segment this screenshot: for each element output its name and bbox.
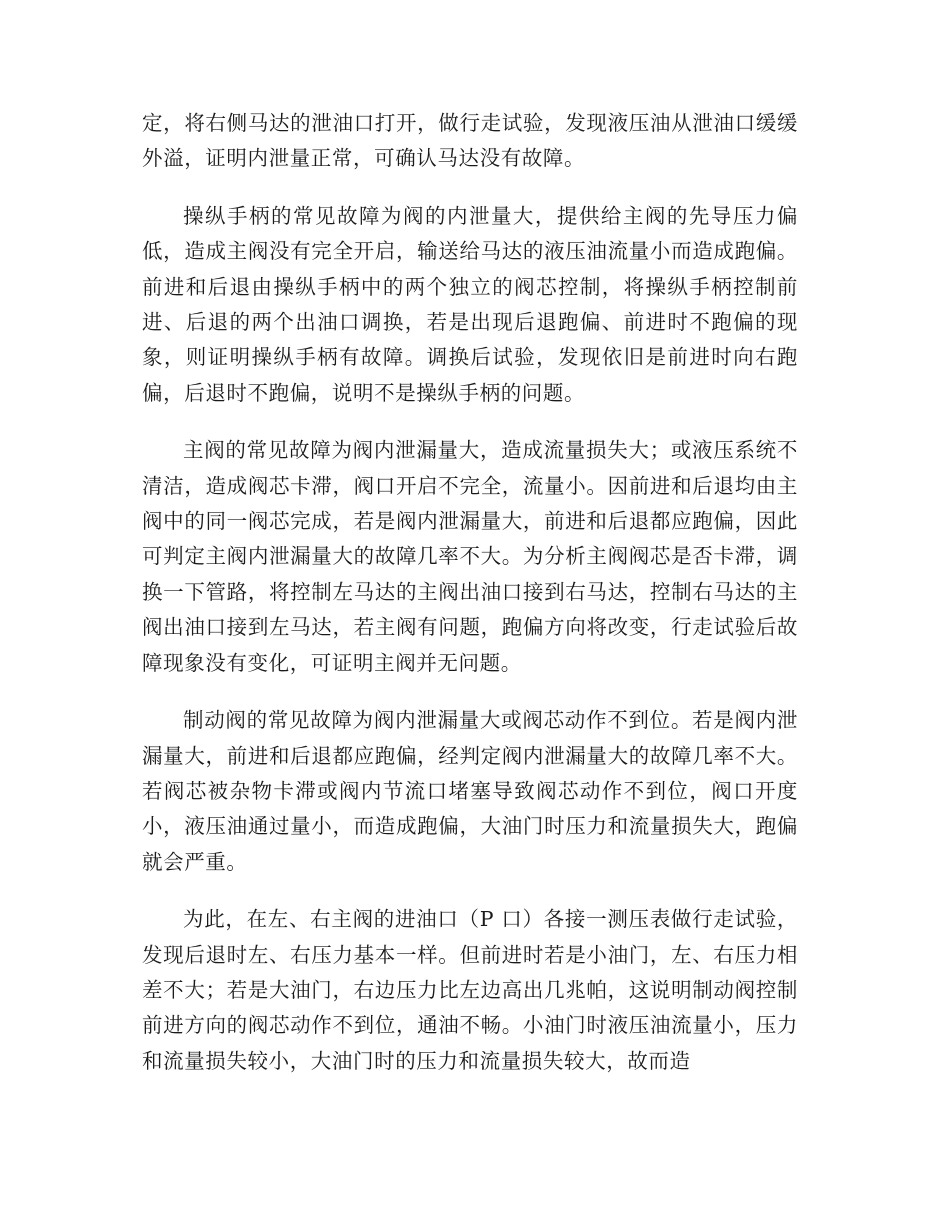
document-body: [142, 106, 798, 1101]
paragraph-control-handle-fault: 操纵手柄的常见故障为阀的内泄量大，提供给主阀的先导压力偏低，造成主阀没有完全开启，输送给马达的液压油流量小而造成跑偏。前进和后退由操纵手柄中的两个独立的阀芯控制，将操纵手柄控制前进、后退的两个出油口调换，若是出现后退跑偏、前进时不跑偏的现象，则证明操纵手柄有故障。调换后试验，发现依旧是前进时向右跑偏，后退时不跑偏，说明不是操纵手柄的问题。: [142, 203, 798, 405]
paragraph-brake-valve-fault: 制动阀的常见故障为阀内泄漏量大或阀芯动作不到位。若是阀内泄漏量大，前进和后退都应跑偏，经判定阀内泄漏量大的故障几率不大。若阀芯被杂物卡滞或阀内节流口堵塞导致阀芯动作不到位，阀口开度小，液压油通过量小，而造成跑偏，大油门时压力和流量损失大，跑偏就会严重。: [142, 708, 798, 874]
paragraph-main-valve-fault: 主阀的常见故障为阀内泄漏量大，造成流量损失大；或液压系统不清洁，造成阀芯卡滞，阀口开启不完全，流量小。因前进和后退均由主阀中的同一阀芯完成，若是阀内泄漏量大，前进和后退都应跑偏，因此可判定主阀内泄漏量大的故障几率不大。为分析主阀阀芯是否卡滞，调换一下管路，将控制左马达的主阀出油口接到右马达，控制右马达的主阀出油口接到左马达，若主阀有问题，跑偏方向将改变，行走试验后故障现象没有变化，可证明主阀并无问题。: [142, 438, 798, 675]
paragraph-pressure-test: 为此，在左、右主阀的进油口（P 口）各接一测压表做行走试验，发现后退时左、右压力基本一样。但前进时若是小油门，左、右压力相差不大；若是大油门，右边压力比左边高出几兆帕，这说明制动阀控制前进方向的阀芯动作不到位，通油不畅。小油门时液压油流量小，压力和流量损失较小，大油门时的压力和流量损失较大，故而造: [142, 907, 798, 1073]
paragraph-motor-drain-test: 定，将右侧马达的泄油口打开，做行走试验，发现液压油从泄油口缓缓外溢，证明内泄量正常，可确认马达没有故障。: [142, 111, 798, 171]
